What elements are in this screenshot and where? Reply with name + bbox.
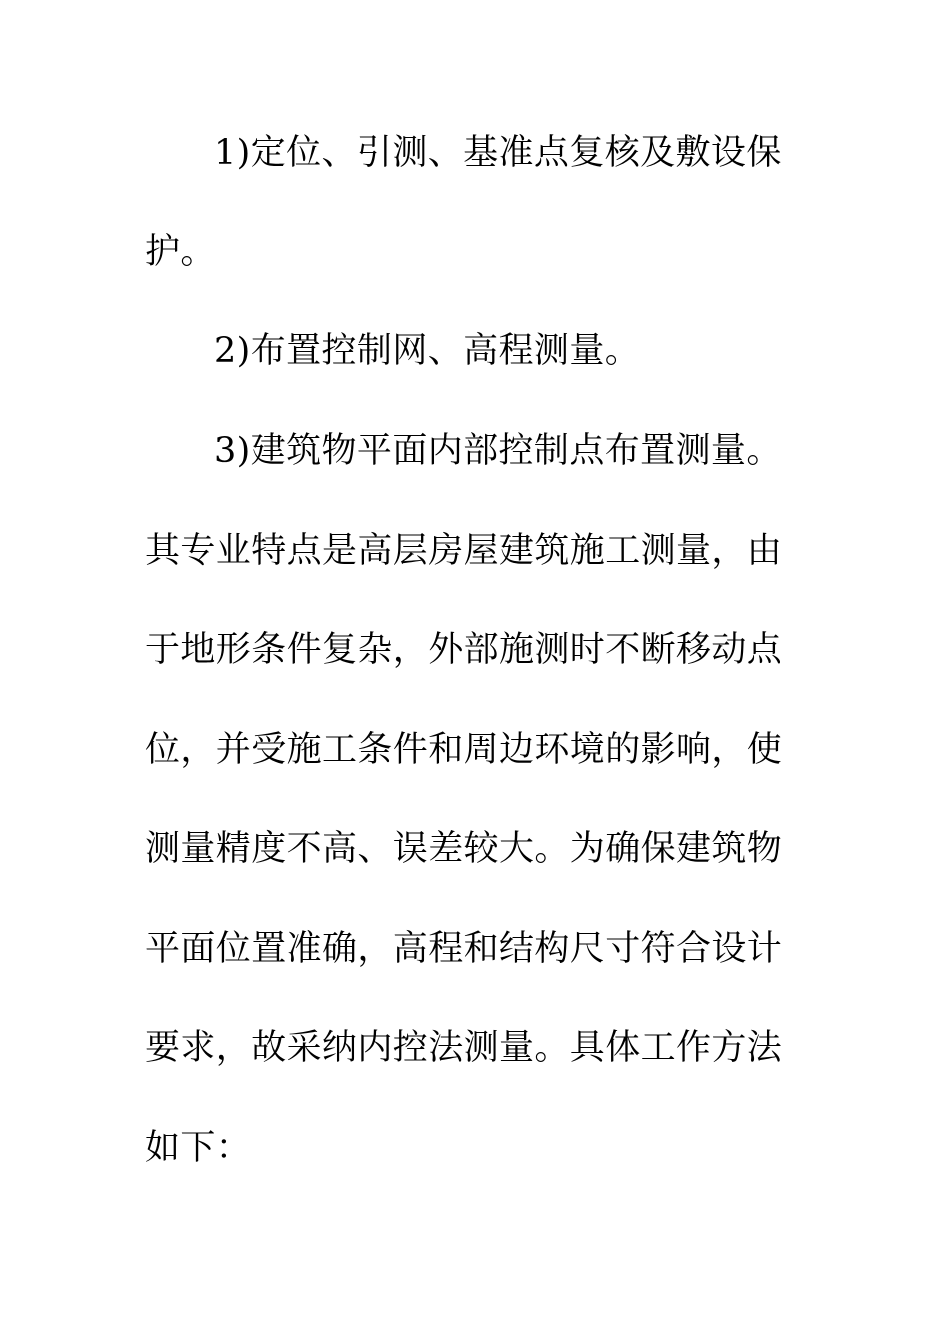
paragraph-line-2: 于地形条件复杂，外部施测时不断移动点 bbox=[145, 630, 783, 670]
list-item-3: 3)建筑物平面内部控制点布置测量。 bbox=[214, 431, 782, 471]
paragraph-line-4: 测量精度不高、误差较大。为确保建筑物 bbox=[145, 829, 783, 869]
list-item-2: 2)布置控制网、高程测量。 bbox=[214, 331, 641, 371]
paragraph-line-1: 其专业特点是高层房屋建筑施工测量，由 bbox=[145, 531, 783, 571]
list-item-1-line-2: 护。 bbox=[145, 232, 216, 272]
paragraph-line-3: 位，并受施工条件和周边环境的影响，使 bbox=[145, 730, 783, 770]
paragraph-line-7: 如下： bbox=[145, 1128, 252, 1168]
list-item-1-line-1: 1)定位、引测、基准点复核及敷设保 bbox=[214, 133, 782, 173]
paragraph-line-5: 平面位置准确，高程和结构尺寸符合设计 bbox=[145, 929, 783, 969]
paragraph-line-6: 要求，故采纳内控法测量。具体工作方法 bbox=[145, 1028, 783, 1068]
